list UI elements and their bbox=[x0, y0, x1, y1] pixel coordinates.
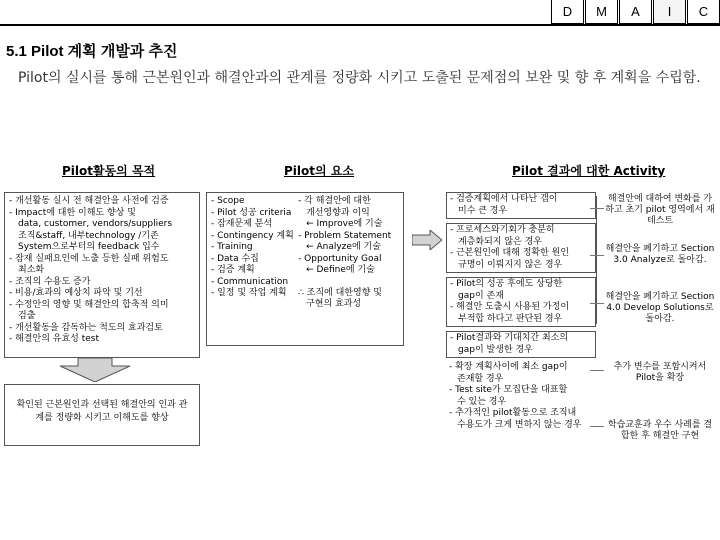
connector-line bbox=[590, 208, 604, 209]
list-item: - 근본원인에 대해 정확한 원인 bbox=[450, 248, 570, 258]
list-item: 조직&staff, 내부technology /기존 bbox=[18, 230, 159, 241]
list-item: - Scope bbox=[211, 196, 245, 206]
dmaic-tabs bbox=[550, 0, 720, 24]
list-item: - Opportunity Goal bbox=[298, 253, 382, 264]
connector-line bbox=[590, 255, 604, 256]
tab-improve: I bbox=[653, 0, 686, 24]
list-item: - 해결안의 유효성 test bbox=[9, 334, 99, 344]
condition-box bbox=[446, 277, 596, 327]
list-item: - 잠재 실패요인에 노출 등한 실패 위험도 bbox=[9, 253, 169, 264]
column-heading-elements: Pilot의 요소 bbox=[284, 164, 354, 178]
list-item: 구현의 효과성 bbox=[306, 299, 362, 309]
tab-measure: M bbox=[585, 0, 618, 24]
summary-box bbox=[4, 384, 200, 446]
tab-define: D bbox=[551, 0, 584, 24]
action-note: 해결안을 폐기하고 Section 3.0 Analyze로 돌아감. bbox=[605, 244, 715, 265]
elements-box bbox=[206, 192, 404, 346]
list-item: 규명이 이뤄지지 않은 경우 bbox=[458, 259, 563, 270]
connector-line bbox=[596, 196, 597, 324]
list-item: - Data 수집 bbox=[211, 253, 259, 264]
column-heading-purpose: Pilot활동의 목적 bbox=[62, 164, 156, 178]
intro-text: Pilot의 실시를 통해 근본원인과 해결안과의 관계를 정량화 시키고 도출된 문제점의 보완 및 향 후 계획을 수립함. bbox=[18, 70, 701, 86]
condition-box bbox=[446, 223, 596, 273]
list-item: ∴ 조직에 대한영향 및 bbox=[298, 287, 382, 298]
list-item: - Test site가 모집단을 대표할 bbox=[449, 385, 568, 395]
list-item: - 프로세스와기회가 충분히 bbox=[450, 225, 555, 235]
list-item: ← Define에 기술 bbox=[306, 265, 375, 275]
list-item: - Pilot결과와 기대치간 최소의 bbox=[450, 333, 569, 343]
action-note: 학습교훈과 우수 사례를 결합한 후 해결안 구현 bbox=[607, 420, 713, 441]
action-note: 해결안에 대하여 변화를 가하고 초기 pilot 영역에서 재 테스트 bbox=[605, 194, 715, 226]
purpose-list bbox=[9, 196, 195, 346]
condition-group bbox=[446, 362, 596, 431]
list-item: - 검증 계획 bbox=[211, 265, 255, 275]
list-item: - 개선활동을 감독하는 척도의 효과검토 bbox=[9, 322, 163, 333]
condition-box bbox=[446, 331, 596, 358]
list-item: - 비용/효과의 예상치 파악 및 기선 bbox=[9, 288, 143, 298]
list-item: - 추가적인 pilot활동으로 조직내 bbox=[449, 408, 577, 418]
list-item: ← Improve에 기술 bbox=[306, 219, 383, 229]
list-item: 최소화 bbox=[18, 265, 45, 275]
summary-text: 확인된 근본원인과 선택된 해결안의 인과 관계를 정량화 시키고 이해도를 향상 bbox=[16, 400, 188, 423]
list-item: - Training bbox=[211, 242, 253, 252]
list-item: - 해결안 도출시 사용된 가정이 bbox=[450, 302, 570, 312]
action-note: 추가 변수를 포함시켜서 Pilot을 확장 bbox=[613, 362, 707, 383]
list-item: data, customer, vendors/suppliers bbox=[18, 219, 173, 229]
list-item: 미수 큰 경우 bbox=[458, 205, 508, 216]
list-item: - 개선활동 실시 전 해결안을 사전에 검증 bbox=[9, 196, 169, 206]
list-item: 개선영향과 이익 bbox=[306, 207, 370, 218]
list-item bbox=[298, 277, 399, 288]
activity-conditions bbox=[446, 192, 596, 431]
list-item: - Pilot의 성공 후에도 상당한 bbox=[450, 279, 563, 289]
column-heading-activity: Pilot 결과에 대한 Activity bbox=[512, 164, 666, 178]
right-arrow-icon bbox=[412, 230, 442, 250]
list-item: System으로부터의 feedback 입수 bbox=[18, 242, 160, 252]
condition-box bbox=[446, 192, 596, 219]
list-item: gap이 발생한 경우 bbox=[458, 344, 533, 355]
list-item: - 수정안의 영향 및 해결안의 합축적 의미 bbox=[9, 299, 169, 310]
list-item: - Pilot 성공 criteria bbox=[211, 207, 292, 218]
list-item: - 검증계획에서 나타난 갭이 bbox=[450, 194, 558, 204]
list-item: 계층화되지 않은 경우 bbox=[458, 236, 542, 247]
elements-list-left bbox=[211, 196, 298, 311]
list-item: - Contingency 계획 bbox=[211, 230, 294, 241]
list-item: 존재할 경우 bbox=[457, 373, 504, 384]
header-divider bbox=[0, 24, 720, 26]
action-note: 해결안을 폐기하고 Section 4.0 Develop Solutions로 돌아감. bbox=[605, 292, 715, 324]
list-item: 검출 bbox=[18, 311, 36, 321]
page-title: 5.1 Pilot 계획 개발과 추진 bbox=[6, 43, 178, 60]
connector-line bbox=[590, 370, 604, 371]
list-item: - Impact에 대한 이해도 향상 및 bbox=[9, 207, 136, 218]
list-item: gap이 존재 bbox=[458, 290, 504, 301]
list-item: 부적합 하다고 판단된 경우 bbox=[458, 313, 563, 324]
list-item: - 확장 계획사이에 최소 gap이 bbox=[449, 362, 568, 372]
list-item: ← Analyze에 기술 bbox=[306, 242, 381, 252]
list-item: 수용도가 크게 변하지 않는 경우 bbox=[457, 419, 582, 430]
elements-list-right bbox=[298, 196, 399, 311]
list-item: 수 있는 경우 bbox=[457, 396, 507, 407]
connector-line bbox=[590, 303, 604, 304]
purpose-box bbox=[4, 192, 200, 358]
list-item: - Communication bbox=[211, 276, 289, 287]
list-item: - 조직의 수용도 증가 bbox=[9, 276, 91, 287]
tab-control: C bbox=[687, 0, 720, 24]
connector-line bbox=[590, 426, 604, 427]
list-item: - 잠재문제 분석 bbox=[211, 219, 273, 229]
list-item: - Problem Statement bbox=[298, 230, 392, 241]
tab-analyze: A bbox=[619, 0, 652, 24]
list-item: - 각 해결안에 대한 bbox=[298, 196, 371, 206]
down-arrow-icon bbox=[58, 358, 132, 382]
list-item: - 일정 및 작업 계획 bbox=[211, 288, 287, 298]
